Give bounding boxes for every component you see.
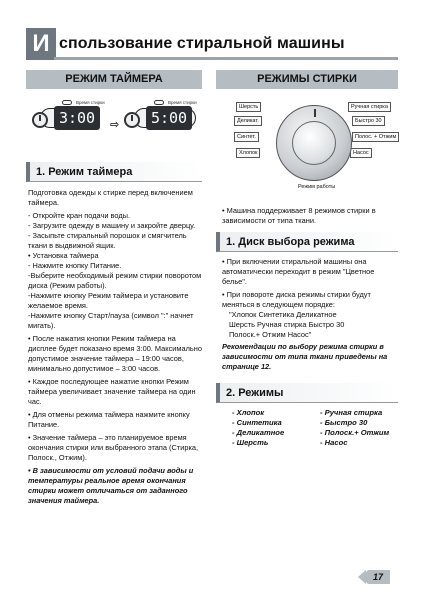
knob-indicator — [314, 109, 316, 117]
step-item: - Загрузите одежду в машину и закройте дверцу. — [28, 221, 196, 230]
bullet-item: • После нажатия кнопки Режим таймера на дисплее будет показано время 3:00. Максимально допустимое значение таймера – 19:00 часов, минимально допустимое – 3:00 часов. — [28, 334, 202, 373]
step-item: -Нажмите кнопку Старт/пауза (символ ":" начнет мигать). — [28, 311, 194, 330]
bullet-item: • Для отмены режима таймера нажмите кнопку Питание. — [28, 410, 190, 429]
step-item: - Нажмите кнопку Питание. — [28, 261, 122, 270]
mode-list-item: - Хлопок — [232, 408, 265, 417]
dial-section-text — [222, 257, 398, 372]
power-dial-icon — [32, 112, 48, 128]
modes-section-heading: 2. Режимы — [216, 383, 398, 403]
mode-list-item: - Ручная стирка — [320, 408, 383, 417]
timer-section-title: РЕЖИМ ТАЙМЕРА — [26, 70, 202, 89]
header-initial: И — [26, 28, 56, 60]
mode-list-item: - Деликатное — [232, 428, 285, 437]
wash-section-title: РЕЖИМЫ СТИРКИ — [216, 70, 398, 89]
mode-list-item: - Насос — [320, 438, 348, 447]
mode-list-item: - Синтетика — [232, 418, 282, 427]
dial-bullet: • При включении стиральной машины она автоматически переходит в режим "Цветное белье". — [222, 257, 375, 286]
timer-intro: Подготовка одежды к стирке перед включением таймера. — [28, 188, 193, 207]
time-mini-label: Время стирки — [76, 100, 105, 105]
mode-list-item: - Быстро 30 — [320, 418, 368, 427]
header-rule — [54, 57, 398, 60]
dial-section-heading: 1. Диск выбора режима — [216, 232, 398, 252]
step-item: -Нажмите кнопку Режим таймера и установите желаемое время. — [28, 291, 189, 310]
mode-order-line: "Хлопок Синтетика Деликатное — [229, 310, 337, 319]
knob-center — [292, 121, 336, 165]
step-item: • Установка таймера — [28, 251, 99, 260]
arrow-right-icon: ⇨ — [110, 119, 120, 131]
mode-label: Синтет. — [234, 132, 259, 142]
mode-label: Ручная стирка — [348, 102, 391, 112]
timer-panel-illustration — [28, 96, 202, 154]
panel-button-icon — [62, 100, 72, 105]
step-item: -Выберите необходимый режим стирки поворотом диска (Режим работы). — [28, 271, 202, 290]
panel-button-icon — [154, 100, 164, 105]
mode-knob-illustration — [232, 96, 396, 196]
timer-note: • В зависимости от условий подачи воды и температуры реальное время окончания стирки может отличаться от заданного значения таймера. — [28, 466, 194, 505]
mode-label: Полос. + Отжим — [352, 132, 399, 142]
mode-order-line: Полоск.+ Отжим Насос" — [229, 330, 312, 339]
display-before: 3:00 — [54, 106, 100, 130]
header-title: спользование стиральной машины — [59, 35, 345, 52]
mode-list-item: - Полоск.+ Отжим — [320, 428, 390, 437]
display-after: 5:00 — [146, 106, 192, 130]
mode-label: Быстро 30 — [352, 116, 385, 126]
timer-mode-heading: 1. Режим таймера — [26, 162, 202, 182]
bullet-item: • Значение таймера – это планируемое время окончания стирки или выбранного этапа (Стирка, Полоск., Отжим). — [28, 433, 199, 462]
step-item: - Засыпьте стиральный порошок и смягчитель ткани в выдвижной ящик. — [28, 231, 187, 250]
mode-knob-icon — [276, 105, 352, 181]
mode-label: Деликат. — [234, 116, 262, 126]
mode-order-line: Шерсть Ручная стирка Быстро 30 — [229, 320, 345, 329]
timer-mode-text — [28, 188, 206, 506]
mode-label: Насос — [350, 148, 372, 158]
recommendation-note: Рекомендации по выбору режима стирки в зависимости от типа ткани приведены на странице 12. — [222, 342, 388, 371]
mode-label: Шерсть — [236, 102, 261, 112]
step-item: - Откройте кран подачи воды. — [28, 211, 130, 220]
dial-bullet: • При повороте диска режимы стирки будут меняться в следующем порядке: — [222, 290, 371, 309]
mode-label: Хлопок — [236, 148, 260, 158]
time-mini-label: Время стирки — [168, 100, 197, 105]
modes-list-left — [232, 408, 284, 448]
machine-note: • Машина поддерживает 8 режимов стирки в зависимости от типа ткани. — [222, 206, 376, 225]
bullet-item: • Каждое последующее нажатие кнопки Режим таймера увеличивает значение таймера на один час. — [28, 377, 196, 406]
mode-list-item: - Шерсть — [232, 438, 269, 447]
knob-caption: Режим работы — [298, 184, 336, 190]
page-header — [26, 28, 398, 60]
power-dial-icon — [124, 112, 140, 128]
page-number: 17 — [366, 570, 390, 584]
modes-list-right — [320, 408, 389, 448]
